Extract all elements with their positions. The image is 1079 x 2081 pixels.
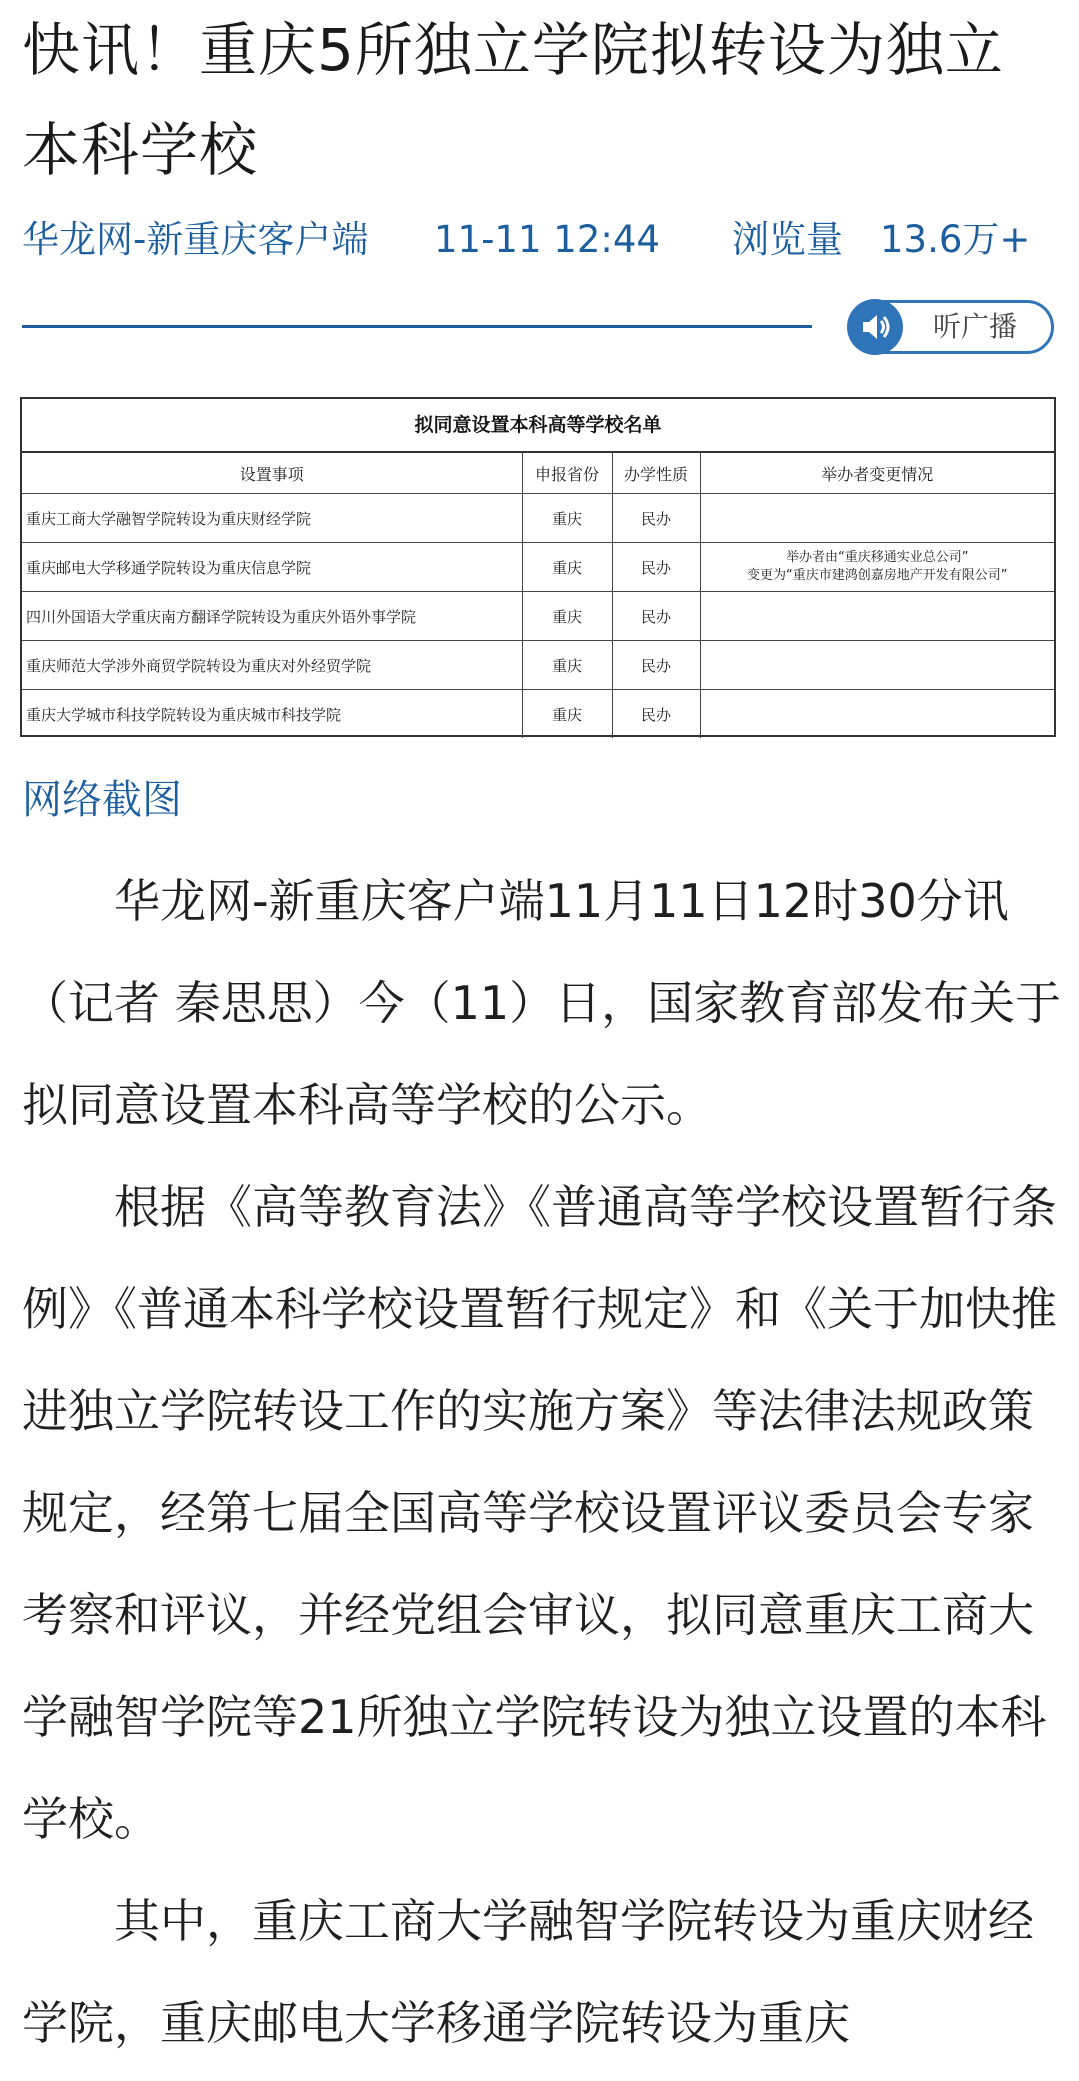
row-change-line: 变更为“重庆市建鸿创嘉房地产开发有限公司”	[747, 568, 1008, 583]
table-header-row	[22, 453, 1054, 494]
row-item: 重庆大学城市科技学院转设为重庆城市科技学院	[22, 690, 522, 739]
speaker-icon	[847, 299, 903, 355]
row-nature: 民办	[612, 592, 700, 641]
row-change-line: 举办者由“重庆移通实业总公司”	[786, 550, 969, 565]
row-change	[700, 641, 1054, 690]
article-paragraph: 根据《高等教育法》《普通高等学校设置暂行条例》《普通本科学校设置暂行规定》和《关于加快推进独立学院转设工作的实施方案》等法律法规政策规定，经第七届全国高等学校设置评议委员会专家考察和评议，并经党组会审议，拟同意重庆工商大学融智学院等21所独立学院转设为独立设置的本科学校。	[22, 1180, 1057, 1846]
table-title: 拟同意设置本科高等学校名单	[22, 399, 1054, 453]
article-time: 11-11 12:44	[434, 218, 660, 261]
row-change	[700, 543, 1054, 592]
row-item: 四川外国语大学重庆南方翻译学院转设为重庆外语外事学院	[22, 592, 522, 641]
row-nature: 民办	[612, 641, 700, 690]
row-item: 重庆邮电大学移通学院转设为重庆信息学院	[22, 543, 522, 592]
article-title: 快讯！重庆5所独立学院拟转设为独立本科学校	[22, 16, 1004, 184]
header-nature: 办学性质	[612, 453, 700, 494]
row-nature: 民办	[612, 494, 700, 543]
row-change	[700, 494, 1054, 543]
row-province: 重庆	[522, 543, 612, 592]
table-row	[22, 690, 1054, 739]
table-row	[22, 494, 1054, 543]
article-meta	[22, 210, 1062, 270]
article-paragraph: 华龙网-新重庆客户端11月11日12时30分讯（记者 秦思思）今（11）日，国家教育部发布关于拟同意设置本科高等学校的公示。	[22, 874, 1062, 1132]
table-row	[22, 543, 1054, 592]
schools-table	[22, 453, 1054, 738]
row-province: 重庆	[522, 641, 612, 690]
row-province: 重庆	[522, 592, 612, 641]
listen-broadcast-button[interactable]	[848, 300, 1054, 354]
article-paragraph: 其中，重庆工商大学融智学院转设为重庆财经学院，重庆邮电大学移通学院转设为重庆	[22, 1894, 1034, 2050]
row-province: 重庆	[522, 690, 612, 739]
article-image-table[interactable]	[20, 397, 1056, 737]
row-province: 重庆	[522, 494, 612, 543]
table-row	[22, 592, 1054, 641]
header-province: 申报省份	[522, 453, 612, 494]
listen-broadcast-label: 听广播	[933, 310, 1018, 343]
header-item: 设置事项	[22, 453, 522, 494]
article-body	[22, 850, 1062, 2074]
views-label: 浏览量	[732, 218, 843, 261]
views-count: 13.6万+	[880, 218, 1031, 261]
row-nature: 民办	[612, 690, 700, 739]
header-change: 举办者变更情况	[700, 453, 1054, 494]
row-item: 重庆师范大学涉外商贸学院转设为重庆对外经贸学院	[22, 641, 522, 690]
table-row	[22, 641, 1054, 690]
article-source[interactable]: 华龙网-新重庆客户端	[22, 218, 369, 261]
meta-divider	[22, 325, 812, 328]
row-change	[700, 592, 1054, 641]
row-item: 重庆工商大学融智学院转设为重庆财经学院	[22, 494, 522, 543]
row-nature: 民办	[612, 543, 700, 592]
row-change	[700, 690, 1054, 739]
image-caption: 网络截图	[22, 777, 182, 823]
